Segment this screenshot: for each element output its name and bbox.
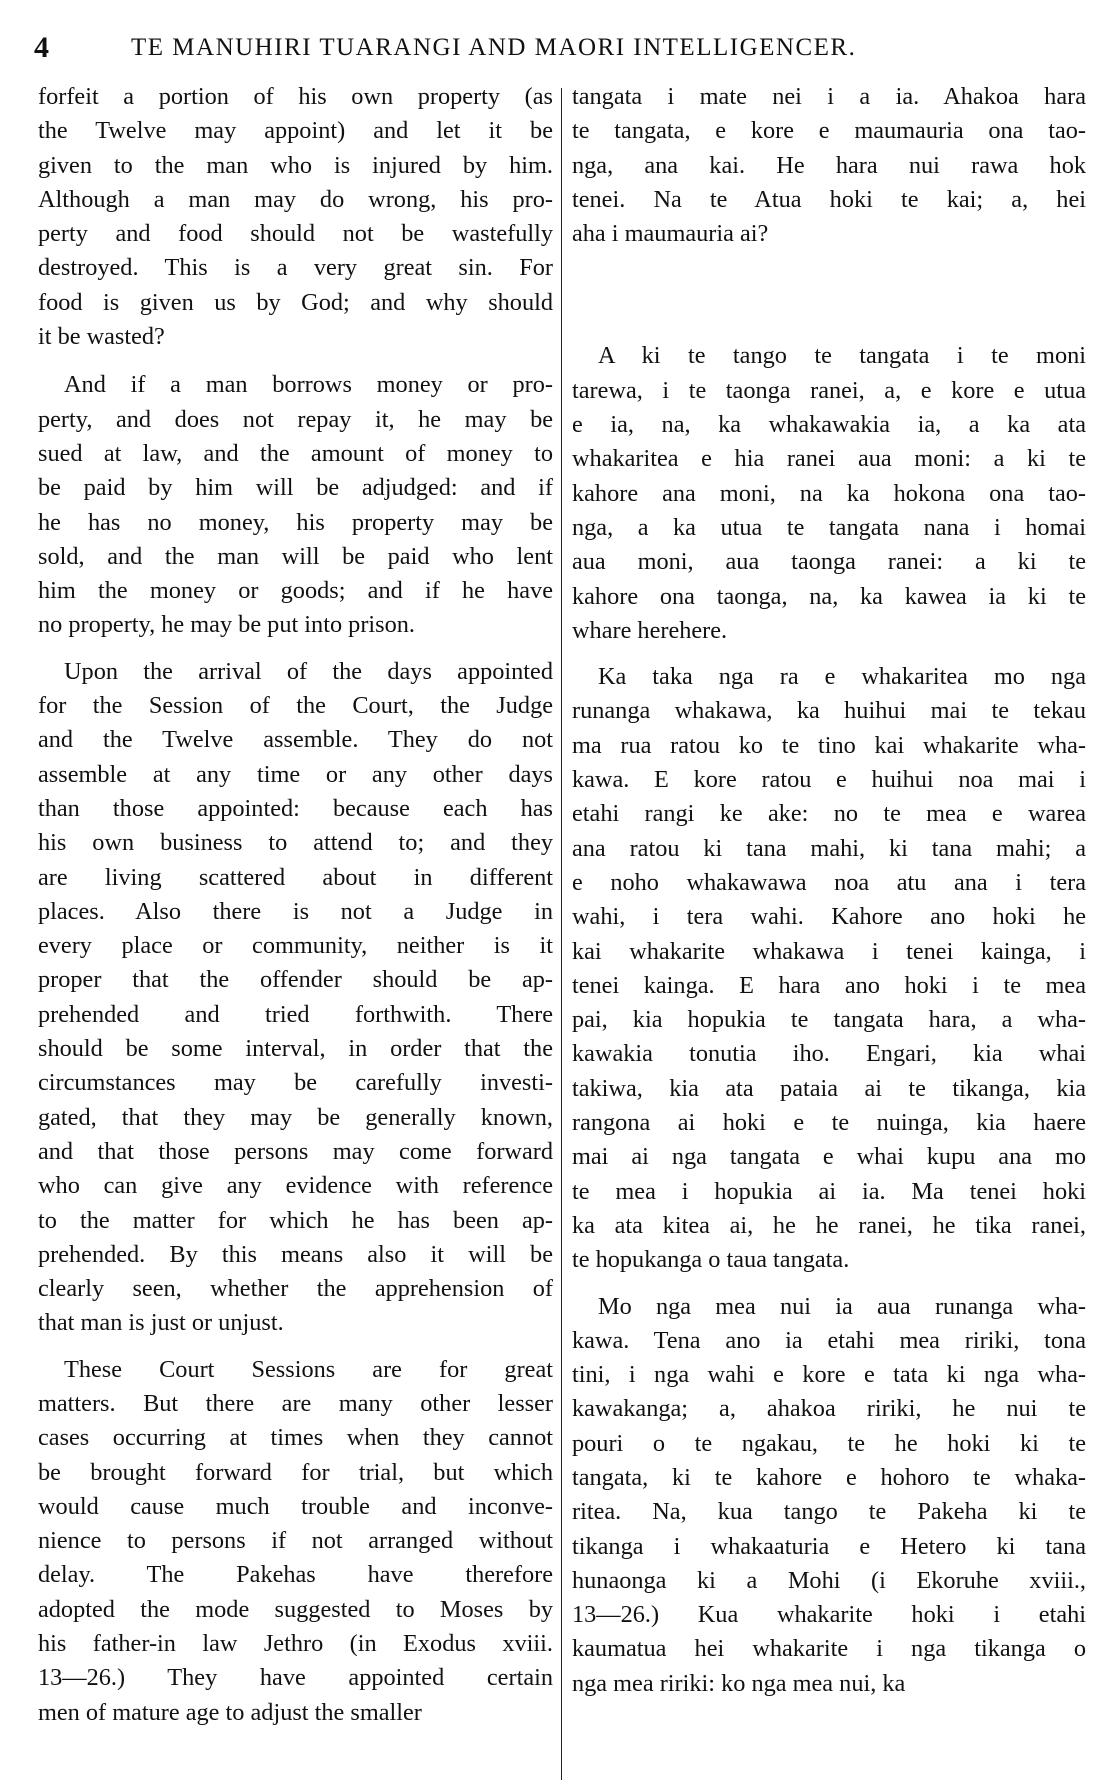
maori-paragraph xyxy=(572,339,1086,648)
column-divider xyxy=(561,88,562,1780)
maori-text-line: kawa. Tena ano ia etahi mea ririki, tona xyxy=(572,1326,1086,1354)
english-text-line: adopted the mode suggested to Moses by xyxy=(38,1595,553,1623)
maori-text-line: te tangata, e kore e maumauria ona tao- xyxy=(572,117,1086,145)
english-text-line: him the money or goods; and if he have xyxy=(38,577,553,605)
english-text-line: he has no money, his property may be xyxy=(38,508,553,536)
running-title: TE MANUHIRI TUARANGI AND MAORI INTELLIGENCER. xyxy=(131,34,857,61)
maori-paragraph-gap xyxy=(572,251,1086,339)
maori-text-line: pai, kia hopukia te tangata hara, a wha- xyxy=(572,1006,1086,1034)
maori-text-line: kai whakarite whakawa i tenei kainga, i xyxy=(572,937,1086,965)
maori-text-line: te hopukanga o taua tangata. xyxy=(572,1246,850,1274)
english-paragraph-gap xyxy=(38,1341,553,1353)
english-text-line: men of mature age to adjust the smaller xyxy=(38,1698,422,1726)
english-text-line: proper that the offender should be ap- xyxy=(38,966,553,994)
maori-text-line: ana ratou ki tana mahi, ki tana mahi; a xyxy=(572,834,1086,862)
maori-text-line: e ia, na, ka whakawakia ia, a ka ata xyxy=(572,411,1086,439)
english-text-line: These Court Sessions are for great xyxy=(64,1355,553,1383)
english-text-line: to the matter for which he has been ap- xyxy=(38,1206,553,1234)
maori-paragraph xyxy=(572,1290,1086,1702)
english-text-line: cases occurring at times when they cannot xyxy=(38,1424,553,1452)
english-text-line: be paid by him will be adjudged: and if xyxy=(38,474,553,502)
maori-paragraph-gap xyxy=(572,1278,1086,1290)
maori-text-line: hunaonga ki a Mohi (i Ekoruhe xviii., xyxy=(572,1566,1086,1594)
english-text-line: assemble at any time or any other days xyxy=(38,760,553,788)
english-column xyxy=(38,80,553,1780)
maori-text-line: ritea. Na, kua tango te Pakeha ki te xyxy=(572,1498,1086,1526)
english-text-line: be brought forward for trial, but which xyxy=(38,1458,553,1486)
english-text-line: places. Also there is not a Judge in xyxy=(38,897,553,925)
maori-text-line: aha i maumauria ai? xyxy=(572,220,769,248)
maori-text-line: wahi, i tera wahi. Kahore ano hoki he xyxy=(572,903,1086,931)
english-text-line: Upon the arrival of the days appointed xyxy=(64,657,553,685)
english-text-line: sued at law, and the amount of money to xyxy=(38,439,553,467)
maori-text-line: pouri o te ngakau, te he hoki ki te xyxy=(572,1429,1086,1457)
maori-text-line: etahi rangi ke ake: no te mea e warea xyxy=(572,800,1086,828)
maori-text-line: runanga whakawa, ka huihui mai te tekau xyxy=(572,697,1086,725)
maori-text-line: ka ata kitea ai, he he ranei, he tika ranei, xyxy=(572,1211,1086,1239)
english-text-line: for the Session of the Court, the Judge xyxy=(38,692,553,720)
english-text-line: prehended. By this means also it will be xyxy=(38,1240,553,1268)
english-text-line: circumstances may be carefully investi- xyxy=(38,1069,553,1097)
english-text-line: it be wasted? xyxy=(38,323,165,351)
english-text-line: would cause much trouble and inconve- xyxy=(38,1492,553,1520)
english-text-line: gated, that they may be generally known, xyxy=(38,1103,553,1131)
maori-text-line: whakaritea e hia ranei aua moni: a ki te xyxy=(572,445,1086,473)
english-paragraph xyxy=(38,655,553,1341)
maori-text-line: tenei. Na te Atua hoki te kai; a, hei xyxy=(572,185,1086,213)
english-text-line: no property, he may be put into prison. xyxy=(38,611,415,639)
maori-text-line: kaumatua hei whakarite i nga tikanga o xyxy=(572,1635,1086,1663)
maori-text-line: nga, a ka utua te tangata nana i homai xyxy=(572,513,1086,541)
english-text-line: and that those persons may come forward xyxy=(38,1137,553,1165)
english-text-line: matters. But there are many other lesser xyxy=(38,1389,553,1417)
english-text-line: given to the man who is injured by him. xyxy=(38,151,553,179)
english-text-line: should be some interval, in order that the xyxy=(38,1035,553,1063)
maori-text-line: tarewa, i te taonga ranei, a, e kore e utua xyxy=(572,376,1086,404)
maori-paragraph-gap xyxy=(572,648,1086,660)
english-text-line: nience to persons if not arranged without xyxy=(38,1527,553,1555)
maori-text-line: Ka taka nga ra e whakaritea mo nga xyxy=(598,663,1086,691)
maori-text-line: e noho whakawawa noa atu ana i tera xyxy=(572,868,1086,896)
english-text-line: than those appointed: because each has xyxy=(38,794,553,822)
english-paragraph xyxy=(38,368,553,642)
maori-text-line: te mea i hopukia ai ia. Ma tenei hoki xyxy=(572,1177,1086,1205)
maori-text-line: tini, i nga wahi e kore e tata ki nga wha- xyxy=(572,1361,1086,1389)
english-paragraph xyxy=(38,80,553,354)
page-header xyxy=(34,28,1074,68)
maori-text-line: kawakanga; a, ahakoa ririki, he nui te xyxy=(572,1395,1086,1423)
english-text-line: destroyed. This is a very great sin. For xyxy=(38,254,553,282)
maori-text-line: takiwa, kia ata pataia ai te tikanga, kia xyxy=(572,1074,1086,1102)
page-number: 4 xyxy=(34,31,49,64)
english-text-line: clearly seen, whether the apprehension of xyxy=(38,1275,553,1303)
maori-text-line: kahore ona taonga, na, ka kawea ia ki te xyxy=(572,582,1086,610)
maori-text-line: 13—26.) Kua whakarite hoki i etahi xyxy=(572,1601,1086,1629)
english-paragraph xyxy=(38,1353,553,1730)
english-text-line: perty and food should not be wastefully xyxy=(38,220,553,248)
maori-text-line: kawa. E kore ratou e huihui noa mai i xyxy=(572,766,1086,794)
maori-text-line: whare herehere. xyxy=(572,616,728,644)
maori-text-line: nga mea ririki: ko nga mea nui, ka xyxy=(572,1669,906,1697)
maori-text-line: kahore ana moni, na ka hokona ona tao- xyxy=(572,479,1086,507)
maori-text-line: nga, ana kai. He hara nui rawa hok xyxy=(572,151,1086,179)
english-paragraph-gap xyxy=(38,643,553,655)
english-text-line: food is given us by God; and why should xyxy=(38,288,553,316)
english-text-line: Although a man may do wrong, his pro- xyxy=(38,185,553,213)
maori-text-line: tikanga i whakaaturia e Hetero ki tana xyxy=(572,1532,1086,1560)
maori-text-line: A ki te tango te tangata i te moni xyxy=(598,342,1086,370)
english-text-line: his father-in law Jethro (in Exodus xviii. xyxy=(38,1630,553,1658)
maori-paragraph xyxy=(572,80,1086,251)
english-text-line: the Twelve may appoint) and let it be xyxy=(38,117,553,145)
english-text-line: and the Twelve assemble. They do not xyxy=(38,726,553,754)
english-text-line: are living scattered about in different xyxy=(38,863,553,891)
english-text-line: his own business to attend to; and they xyxy=(38,829,553,857)
english-paragraph-gap xyxy=(38,354,553,368)
english-text-line: who can give any evidence with reference xyxy=(38,1172,553,1200)
maori-text-line: mai ai nga tangata e whai kupu ana mo xyxy=(572,1143,1086,1171)
maori-paragraph xyxy=(572,660,1086,1277)
english-text-line: delay. The Pakehas have therefore xyxy=(38,1561,553,1589)
maori-text-line: ma rua ratou ko te tino kai whakarite wha- xyxy=(572,731,1086,759)
maori-text-line: tangata i mate nei i a ia. Ahakoa hara xyxy=(572,83,1086,110)
english-text-line: 13—26.) They have appointed certain xyxy=(38,1664,553,1692)
english-text-line: every place or community, neither is it xyxy=(38,932,553,960)
english-text-line: that man is just or unjust. xyxy=(38,1309,284,1337)
maori-text-line: Mo nga mea nui ia aua runanga wha- xyxy=(598,1292,1086,1320)
maori-text-line: rangona ai hoki e te nuinga, kia haere xyxy=(572,1109,1086,1137)
english-text-line: perty, and does not repay it, he may be xyxy=(38,405,553,433)
maori-text-line: kawakia tonutia iho. Engari, kia whai xyxy=(572,1040,1086,1068)
maori-text-line: tangata, ki te kahore e hohoro te whaka- xyxy=(572,1463,1086,1491)
maori-text-line: tenei kainga. E hara ano hoki i te mea xyxy=(572,971,1086,999)
maori-column xyxy=(572,80,1086,1780)
maori-text-line: aua moni, aua taonga ranei: a ki te xyxy=(572,548,1086,576)
english-text-line: sold, and the man will be paid who lent xyxy=(38,542,553,570)
english-text-line: And if a man borrows money or pro- xyxy=(64,371,553,399)
english-text-line: prehended and tried forthwith. There xyxy=(38,1000,553,1028)
english-text-line: forfeit a portion of his own property (as xyxy=(38,83,553,110)
